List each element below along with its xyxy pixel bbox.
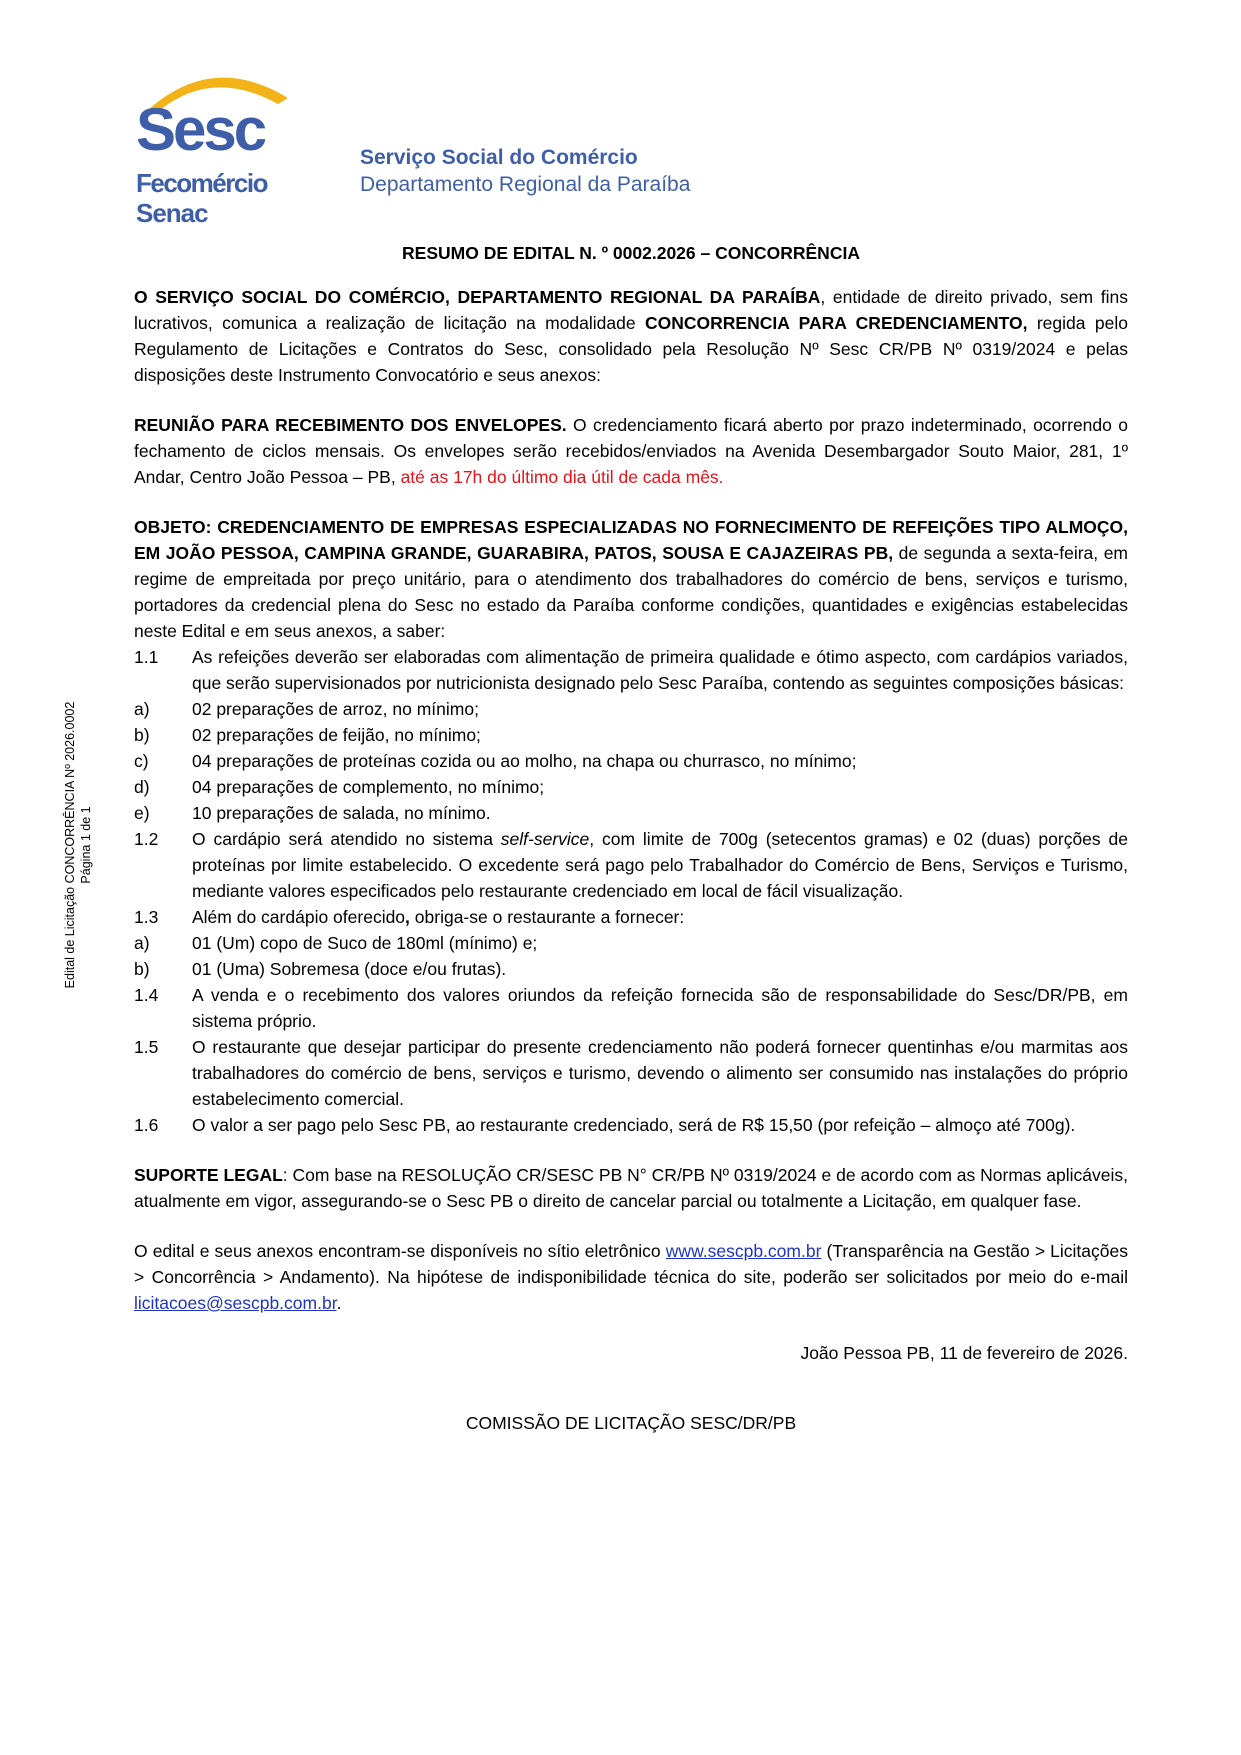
side-margin-note — [62, 665, 94, 1025]
item-text — [192, 904, 1128, 930]
legal-text: : Com base na RESOLUÇÃO CR/SESC PB N° CR/PB Nº 0319/2024 e de acordo com as Normas aplicáveis, atualmente em vigor, assegurando-se o Sesc PB o direito de cancelar parcial ou totalmente a Licitação, em qualquer fase. — [134, 1165, 1128, 1211]
item-text: A venda e o recebimento dos valores oriundos da refeição fornecida são de responsabilidade do Sesc/DR/PB, em sistema próprio. — [192, 985, 1128, 1031]
availability-text-2: (Transparência na Gestão > Licitações > Concorrência > Andamento). Na hipótese de indisponibilidade técnica do site, poderão ser solicitados por meio do e-mail — [134, 1241, 1128, 1287]
item-text: 04 preparações de proteínas cozida ou ao molho, na chapa ou churrasco, no mínimo; — [192, 751, 857, 771]
availability-text-1: O edital e seus anexos encontram-se disponíveis no sítio eletrônico — [134, 1241, 666, 1261]
list-item — [134, 956, 1128, 982]
side-note-line1: Edital de Licitação CONCORRÊNCIA Nº 2026.0002 — [63, 701, 77, 989]
list-item — [134, 696, 1128, 722]
item-number: e) — [134, 803, 150, 823]
intro-bold-modality: CONCORRENCIA PARA CREDENCIAMENTO, — [645, 313, 1028, 333]
availability-paragraph — [134, 1238, 1128, 1316]
website-link[interactable]: www.sescpb.com.br — [665, 1241, 822, 1261]
legal-heading: SUPORTE LEGAL — [134, 1165, 283, 1185]
object-paragraph — [134, 514, 1128, 644]
item-text: 01 (Uma) Sobremesa (doce e/ou frutas). — [192, 959, 507, 979]
item-text: As refeições deverão ser elaboradas com alimentação de primeira qualidade e ótimo aspecto, com cardápios variados, que serão supervisionados por nutricionista designado pelo Sesc Paraíba, contendo as seguintes composições básicas: — [192, 647, 1128, 693]
item-text-part: Além do cardápio oferecido — [192, 907, 406, 927]
department-name: Departamento Regional da Paraíba — [360, 173, 691, 196]
meeting-deadline: até as 17h do último dia útil de cada mês. — [400, 467, 724, 487]
logo-sesc-text: Sesc — [136, 96, 265, 163]
item-text-bold: , — [405, 907, 410, 927]
item-number: 1.3 — [134, 907, 159, 927]
item-text: 02 preparações de arroz, no mínimo; — [192, 699, 479, 719]
item-number: d) — [134, 777, 150, 797]
item-number: a) — [134, 933, 150, 953]
availability-text-3: . — [336, 1293, 342, 1313]
signature-line: COMISSÃO DE LICITAÇÃO SESC/DR/PB — [465, 1413, 797, 1433]
item-text-italic: self-service — [500, 829, 590, 849]
legal-paragraph — [134, 1162, 1128, 1214]
item-number: 1.5 — [134, 1037, 159, 1057]
item-number: 1.6 — [134, 1115, 159, 1135]
item-number: b) — [134, 725, 150, 745]
list-item — [134, 722, 1128, 748]
org-name: Serviço Social do Comércio — [360, 146, 638, 169]
side-note-line2: Página 1 de 1 — [79, 806, 93, 884]
intro-text-1: , entidade de direito privado, sem fins lucrativos, comunica a realização de licitação na modalidade — [134, 287, 1128, 333]
item-text: 10 preparações de salada, no mínimo. — [192, 803, 491, 823]
list-item — [134, 644, 1128, 696]
item-number: 1.2 — [134, 829, 159, 849]
email-link[interactable]: licitacoes@sescpb.com.br — [134, 1293, 337, 1313]
document-title: RESUMO DE EDITAL N. º 0002.2026 – CONCORRÊNCIA — [402, 243, 860, 263]
item-number: c) — [134, 751, 149, 771]
list-item — [134, 1112, 1128, 1138]
organization-header — [360, 144, 690, 198]
item-text: 02 preparações de feijão, no mínimo; — [192, 725, 481, 745]
logo-fecomercio-text: Fecomércio — [136, 168, 267, 198]
item-number: b) — [134, 959, 150, 979]
list-item — [134, 826, 1128, 904]
meeting-paragraph — [134, 412, 1128, 490]
date-line: João Pessoa PB, 11 de fevereiro de 2026. — [800, 1343, 1128, 1363]
item-text: O valor a ser pago pelo Sesc PB, ao restaurante credenciado, será de R$ 15,50 (por refeição – almoço até 700g). — [192, 1115, 1076, 1135]
list-item — [134, 1034, 1128, 1112]
item-text: 01 (Um) copo de Suco de 180ml (mínimo) e; — [192, 933, 538, 953]
intro-text-2: regida pelo Regulamento de Licitações e Contratos do Sesc, consolidado pela Resolução Nº Sesc CR/PB Nº 0319/2024 e pelas disposições deste Instrumento Convocatório e seus anexos: — [134, 313, 1128, 385]
list-item — [134, 982, 1128, 1034]
logo-senac-text: Senac — [136, 198, 208, 228]
intro-bold-org: O SERVIÇO SOCIAL DO COMÉRCIO, DEPARTAMENTO REGIONAL DA PARAÍBA — [134, 287, 821, 307]
item-number: 1.4 — [134, 985, 159, 1005]
object-text: de segunda a sexta-feira, em regime de empreitada por preço unitário, para o atendimento dos trabalhadores do comércio de bens, serviços e turismo, portadores da credencial plena do Sesc no estado da Paraíba conforme condições, quantidades e exigências estabelecidas neste Edital e em seus anexos, a saber: — [134, 543, 1129, 641]
list-item — [134, 904, 1128, 930]
list-item — [134, 774, 1128, 800]
item-text-part: , com limite de 700g (setecentos gramas) e 02 (duas) porções de proteínas por limite estabelecido. O excedente será pago pelo Trabalhador do Comércio de Bens, Serviços e Turismo, mediante valores especificados pelo restaurante credenciado em local de fácil visualização. — [192, 829, 1128, 901]
intro-paragraph — [134, 284, 1128, 388]
item-text — [192, 826, 1128, 904]
item-text-part: O cardápio será atendido no sistema — [192, 829, 501, 849]
item-text: 04 preparações de complemento, no mínimo; — [192, 777, 545, 797]
meeting-heading: REUNIÃO PARA RECEBIMENTO DOS ENVELOPES. — [134, 415, 567, 435]
object-heading: OBJETO: CREDENCIAMENTO DE EMPRESAS ESPECIALIZADAS NO FORNECIMENTO DE REFEIÇÕES TIPO ALMOÇO, EM JOÃO PESSOA, CAMPINA GRANDE, GUARABIRA, PATOS, SOUSA E CAJAZEIRAS PB, — [134, 517, 1128, 563]
document-body — [134, 240, 1128, 1436]
list-item — [134, 800, 1128, 826]
sesc-fecomercio-senac-logo — [128, 60, 308, 230]
item-number: a) — [134, 699, 150, 719]
item-text-part: obriga-se o restaurante a fornecer: — [409, 907, 685, 927]
list-item — [134, 748, 1128, 774]
meeting-text: O credenciamento ficará aberto por prazo indeterminado, ocorrendo o fechamento de ciclos mensais. Os envelopes serão recebidos/enviados na Avenida Desembargador Souto Maior, 281, 1º Andar, Centro João Pessoa – PB, — [134, 415, 1128, 487]
list-item — [134, 930, 1128, 956]
item-number: 1.1 — [134, 647, 159, 667]
item-text: O restaurante que desejar participar do presente credenciamento não poderá fornecer quentinhas e/ou marmitas aos trabalhadores do comércio de bens, serviços e turismo, devendo o alimento ser consumido nas instalações do próprio estabelecimento comercial. — [192, 1037, 1128, 1109]
